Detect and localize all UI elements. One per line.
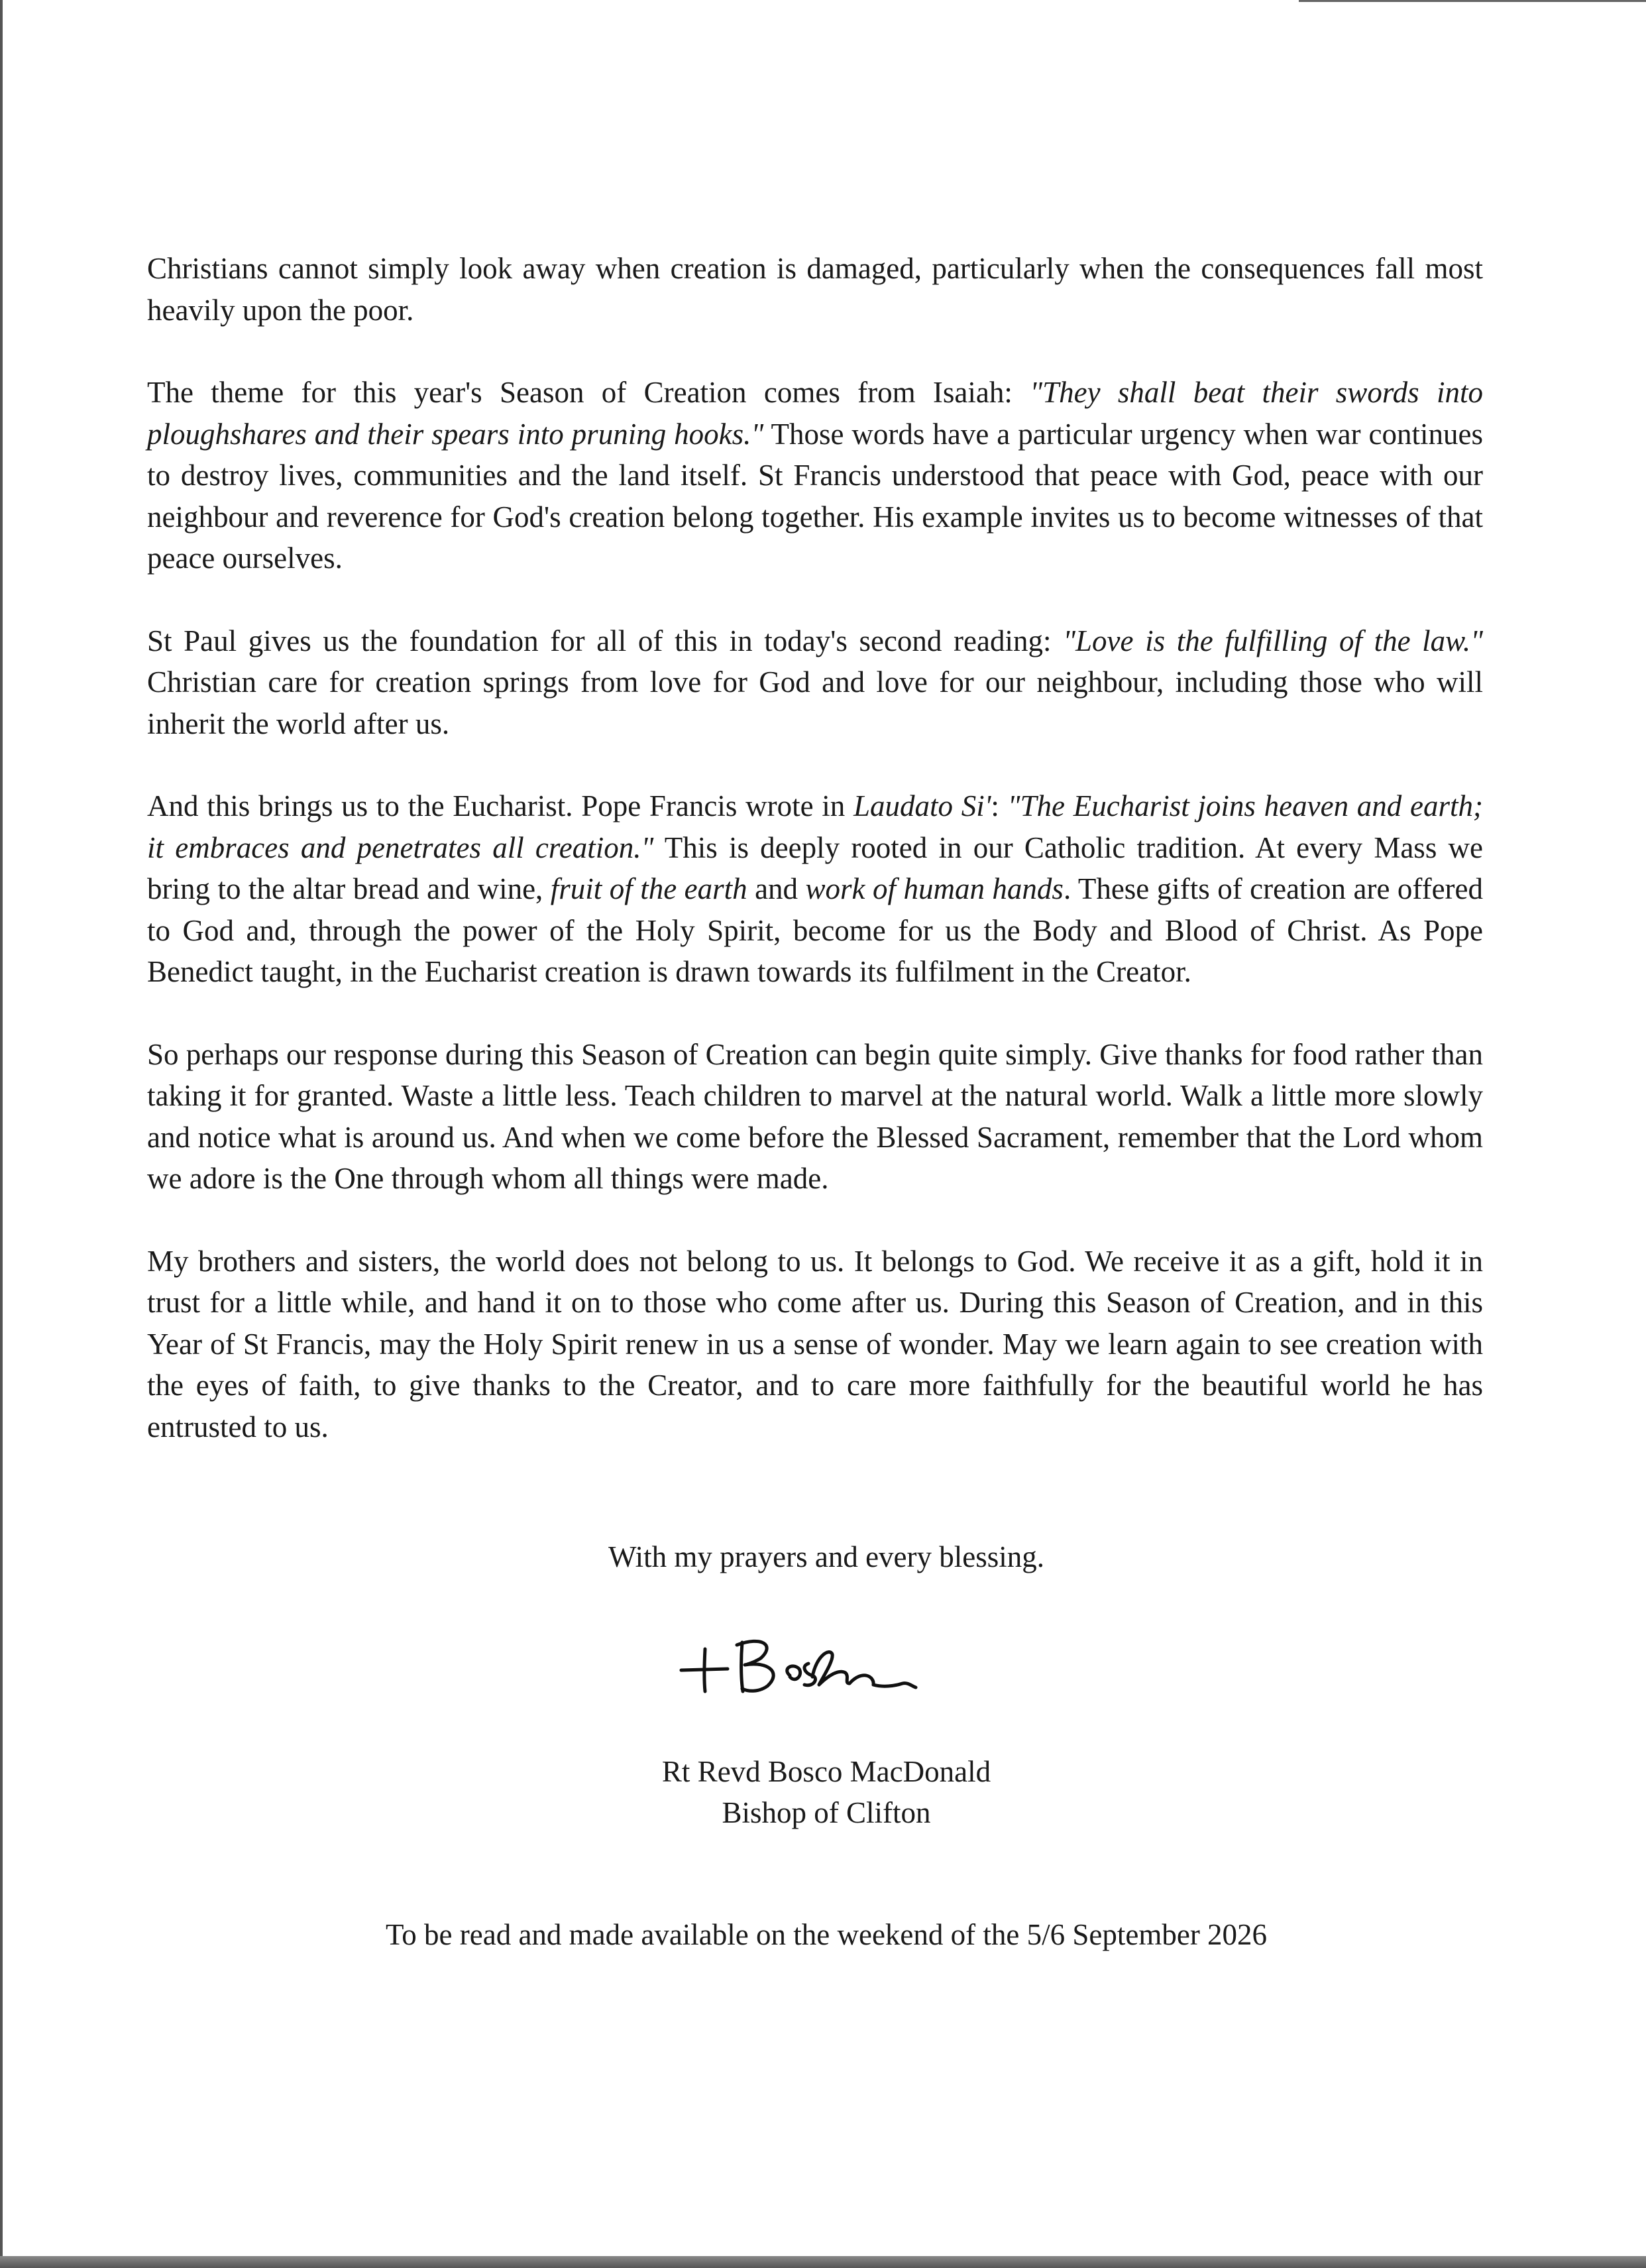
paragraph-text: And this brings us to the Eucharist. Pope Francis wrote in (147, 789, 854, 822)
paragraph-text: So perhaps our response during this Season of Creation can begin quite simply. Give thanks for food rather than taking it for granted. Waste a little less. Teach children to marvel at the natural world. Walk a little more slowly and notice what is around us. And when we come before the Blessed Sacrament, remember that the Lord whom we adore is the One through whom all things were made. (147, 1037, 1483, 1195)
letter-paragraph (147, 620, 1483, 745)
paragraph-text: This is deeply rooted in our Catholic tradition. At every Mass we bring to the altar bread and wine, (147, 830, 1484, 905)
letter-body (147, 248, 1483, 1489)
paragraph-text: Christians cannot simply look away when creation is damaged, particularly when the consequences fall most heavily upon the poor. (147, 252, 1483, 327)
paragraph-text: St Paul gives us the foundation for all of this in today's second reading: (147, 624, 1064, 657)
italic-quote: "They shall beat their swords into ploughshares and their spears into pruning hooks." (147, 376, 1483, 451)
italic-quote: Laudato Si' (853, 789, 991, 822)
paragraph-text: . These gifts of creation are offered to God and, through the power of the Holy Spirit, become for us the Body and Blood of Christ. As Pope Benedict taught, in the Eucharist creation is drawn towards its fulfilment in the Creator. (147, 872, 1483, 988)
italic-quote: work of human hands (805, 872, 1064, 905)
italic-quote: "The Eucharist joins heaven and earth; it embraces and penetrates all creation." (147, 789, 1483, 864)
italic-quote: "Love is the fulfilling of the law." (1063, 624, 1483, 657)
paragraph-text: Christian care for creation springs from love for God and love for our neighbour, including those who will inherit the world after us. (147, 665, 1483, 740)
letter-paragraph (147, 248, 1483, 331)
paragraph-text: My brothers and sisters, the world does not belong to us. It belongs to God. We receive it as a gift, hold it in trust for a little while, and hand it on to those who come after us. During this Season of Creation, and in this Year of St Francis, may the Holy Spirit renew in us a sense of wonder. May we learn again to see creation with the eyes of faith, to give thanks to the Creator, and to care more faithfully for the beautiful world he has entrusted to us. (147, 1244, 1483, 1444)
signature (676, 1622, 941, 1709)
signer-name: Rt Revd Bosco MacDonald (661, 1755, 991, 1788)
reading-instruction: To be read and made available on the weekend of the 5/6 September 2026 (385, 1918, 1268, 1951)
handwritten-signature-icon (676, 1622, 941, 1709)
paragraph-text: : (991, 789, 1008, 822)
letter-paragraph (147, 1241, 1483, 1448)
closing-blessing: With my prayers and every blessing. (608, 1540, 1044, 1573)
letter-paragraph (147, 1034, 1483, 1200)
paragraph-text: Those words have a particular urgency when war continues to destroy lives, communities and the land itself. St Francis understood that peace with God, peace with our neighbour and reverence for God's creation belong together. His example invites us to become witnesses of that peace ourselves. (147, 417, 1484, 575)
signer-title: Bishop of Clifton (722, 1796, 931, 1829)
paragraph-text: The theme for this year's Season of Creation comes from Isaiah: (147, 376, 1030, 409)
scan-edge-bottom (0, 2256, 1646, 2268)
paragraph-text: and (747, 872, 806, 905)
letter-paragraph (147, 785, 1483, 993)
scan-edge-top (1299, 0, 1646, 2)
scan-edge-left (0, 0, 3, 2268)
letter-paragraph (147, 372, 1483, 579)
italic-quote: fruit of the earth (550, 872, 747, 905)
